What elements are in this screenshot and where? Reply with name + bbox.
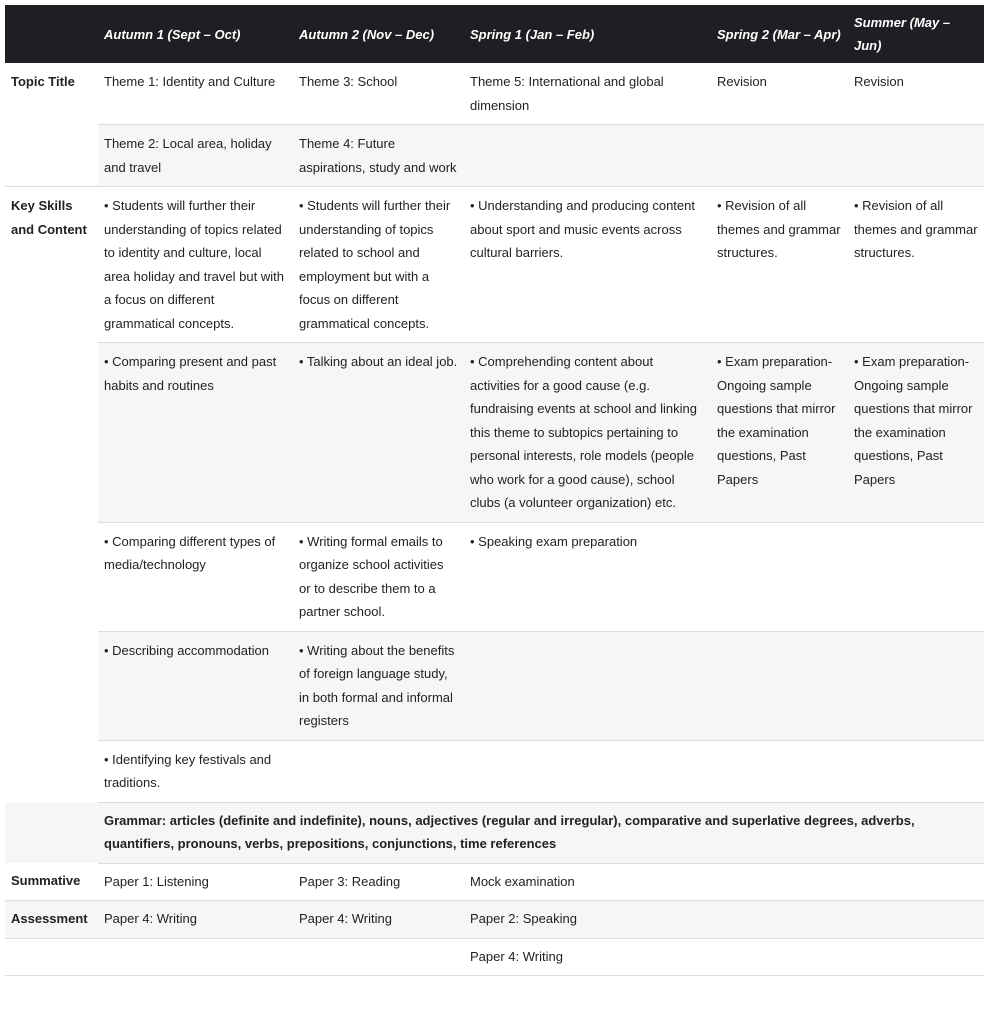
assessment-label: Assessment — [5, 901, 98, 939]
topic-cell — [848, 125, 984, 187]
assessment-row-1 — [5, 863, 984, 901]
skills-cell: • Describing accommodation — [98, 631, 293, 740]
grammar-text: Grammar: articles (definite and indefinite), nouns, adjectives (regular and irregular), comparative and superlative degrees, adverbs, quantifiers, pronouns, verbs, prepositions, conjunctions, time references — [98, 802, 984, 863]
header-spring1: Spring 1 (Jan – Feb) — [464, 5, 711, 63]
key-skills-label: Key Skills and Content — [5, 187, 98, 803]
skills-cell: • Identifying key festivals and traditions. — [98, 740, 293, 802]
skills-cell: • Writing about the benefits of foreign language study, in both formal and informal registers — [293, 631, 464, 740]
assessment-cell — [848, 901, 984, 939]
header-summer: Summer (May – Jun) — [848, 5, 984, 63]
skills-cell: • Comparing different types of media/technology — [98, 522, 293, 631]
skills-cell: • Revision of all themes and grammar structures. — [711, 187, 848, 343]
skills-cell — [711, 740, 848, 802]
topic-row-2 — [5, 125, 984, 187]
topic-cell — [464, 125, 711, 187]
grammar-label — [5, 802, 98, 863]
assessment-empty-label — [5, 938, 98, 976]
skills-cell — [464, 631, 711, 740]
skills-cell: • Writing formal emails to organize school activities or to describe them to a partner school. — [293, 522, 464, 631]
header-autumn1: Autumn 1 (Sept – Oct) — [98, 5, 293, 63]
assessment-cell — [711, 901, 848, 939]
topic-cell: Theme 5: International and global dimension — [464, 63, 711, 125]
assessment-row-3 — [5, 938, 984, 976]
skills-cell — [848, 631, 984, 740]
assessment-cell — [293, 938, 464, 976]
skills-cell — [711, 522, 848, 631]
skills-cell: • Exam preparation- Ongoing sample questions that mirror the examination questions, Past Papers — [711, 343, 848, 523]
skills-row-3 — [5, 522, 984, 631]
assessment-cell: Paper 1: Listening — [98, 863, 293, 901]
assessment-cell: Paper 4: Writing — [98, 901, 293, 939]
skills-cell: • Talking about an ideal job. — [293, 343, 464, 523]
skills-cell: • Speaking exam preparation — [464, 522, 711, 631]
skills-cell: • Understanding and producing content about sport and music events across cultural barriers. — [464, 187, 711, 343]
assessment-cell — [711, 938, 848, 976]
topic-title-label: Topic Title — [5, 63, 98, 187]
skills-row-2 — [5, 343, 984, 523]
topic-cell: Theme 1: Identity and Culture — [98, 63, 293, 125]
assessment-cell: Mock examination — [464, 863, 711, 901]
skills-row-5 — [5, 740, 984, 802]
skills-cell: • Students will further their understanding of topics related to school and employment but with a focus on different grammatical concepts. — [293, 187, 464, 343]
skills-cell — [848, 740, 984, 802]
skills-cell — [293, 740, 464, 802]
skills-cell — [464, 740, 711, 802]
topic-cell: Theme 3: School — [293, 63, 464, 125]
curriculum-table — [5, 5, 984, 976]
topic-cell — [711, 125, 848, 187]
topic-cell: Theme 4: Future aspirations, study and work — [293, 125, 464, 187]
topic-cell: Theme 2: Local area, holiday and travel — [98, 125, 293, 187]
header-spring2: Spring 2 (Mar – Apr) — [711, 5, 848, 63]
skills-cell: • Comparing present and past habits and routines — [98, 343, 293, 523]
assessment-cell — [98, 938, 293, 976]
assessment-cell: Paper 4: Writing — [464, 938, 711, 976]
assessment-row-2 — [5, 901, 984, 939]
skills-cell: • Exam preparation- Ongoing sample questions that mirror the examination questions, Past Papers — [848, 343, 984, 523]
topic-row-1 — [5, 63, 984, 125]
assessment-cell — [848, 863, 984, 901]
skills-cell: • Revision of all themes and grammar structures. — [848, 187, 984, 343]
topic-cell: Revision — [848, 63, 984, 125]
assessment-cell: Paper 4: Writing — [293, 901, 464, 939]
assessment-cell: Paper 3: Reading — [293, 863, 464, 901]
skills-row-1 — [5, 187, 984, 343]
skills-cell — [848, 522, 984, 631]
grammar-row — [5, 802, 984, 863]
header-autumn2: Autumn 2 (Nov – Dec) — [293, 5, 464, 63]
skills-row-4 — [5, 631, 984, 740]
skills-cell: • Students will further their understanding of topics related to identity and culture, local area holiday and travel but with a focus on different grammatical concepts. — [98, 187, 293, 343]
assessment-cell — [711, 863, 848, 901]
topic-cell: Revision — [711, 63, 848, 125]
skills-cell — [711, 631, 848, 740]
header-blank — [5, 5, 98, 63]
assessment-cell: Paper 2: Speaking — [464, 901, 711, 939]
assessment-cell — [848, 938, 984, 976]
summative-label: Summative — [5, 863, 98, 901]
skills-cell: • Comprehending content about activities for a good cause (e.g. fundraising events at school and linking this theme to subtopics pertaining to personal interests, role models (people who work for a good cause), school clubs (a volunteer organization) etc. — [464, 343, 711, 523]
header-row — [5, 5, 984, 63]
